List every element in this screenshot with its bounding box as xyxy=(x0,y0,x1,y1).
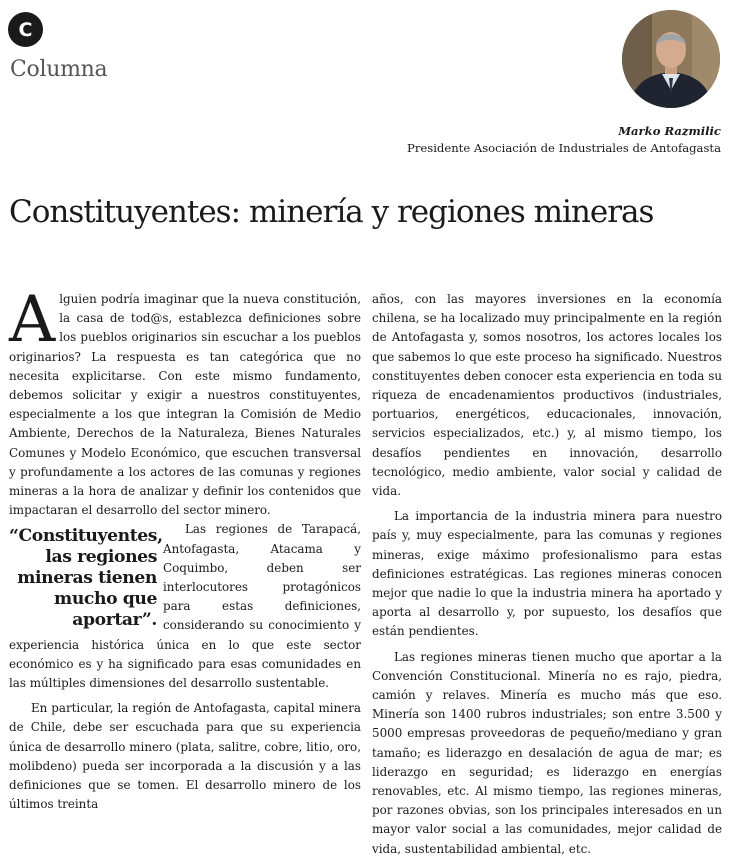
drop-cap: A xyxy=(9,283,56,357)
article-paragraph: lguien podría imaginar que la nueva constitución, la casa de tod@s, establezca definiciones sobre los pueblos originarios sin escuchar a los pueblos originarios? La respuesta es tan categórica que no necesita explicitarse. Con este mismo fundamento, debemos solicitar y exigir a nuestros constituyentes, especialmente a los que integran la Comisión de Medio Ambiente, Derechos de la Naturaleza, Bienes Naturales Comunes y Modelo Económico, que escuchen transversal y profundamente a los actores de las comunas y regiones mineras a la hora de analizar y definir los contenidos que impactaran el desarrollo del sector minero. xyxy=(9,292,361,518)
author-portrait-icon xyxy=(622,10,720,108)
author-title: Presidente Asociación de Industriales de Antofagasta xyxy=(407,141,721,155)
author-photo xyxy=(622,10,720,108)
article-paragraph: En particular, la región de Antofagasta, capital minera de Chile, debe ser escuchada para que su experiencia única de desarrollo minero (plata, salitre, cobre, litio, oro, molibdeno) pueda ser incorporada a la discusión y a las definiciones que se tomen. El desarrollo minero de los últimos treinta xyxy=(9,701,361,812)
article-paragraph: La importancia de la industria minera para nuestro país y, muy especialmente, para las comunas y regiones mineras, exige máximo profesionalismo para estas definiciones estratégicas. Las regiones mineras conocen mejor que nadie lo que la industria minera ha aportado y aporta al desarrollo y, por supuesto, los desafíos que están pendientes. xyxy=(372,509,722,639)
badge-letter: C xyxy=(18,18,33,41)
section-badge xyxy=(8,12,43,47)
article-paragraph: Las regiones mineras tienen mucho que aportar a la Convención Constitucional. Minería no es rajo, piedra, camión y relaves. Minería es mucho más que eso. Minería son 1400 rubros industriales; son entre 3.500 y 5000 empresas proveedoras de pequeño/mediano y gran tamaño; es liderazgo en desalación de agua de mar; es liderazgo en seguridad; es liderazgo en energías renovables, etc. Al mismo tiempo, las regiones mineras, por razones obvias, son los principales interesados en un mayor valor social a las comunidades, mejor calidad de vida, sustentabilidad ambiental, etc. xyxy=(372,649,722,856)
author-byline xyxy=(407,123,721,157)
article-column-left xyxy=(9,283,361,812)
section-label: Columna xyxy=(10,57,108,82)
pull-quote: “Constituyentes, las regiones mineras tienen mucho que aportar”. xyxy=(9,526,163,631)
article-column-right xyxy=(372,290,722,856)
article-paragraph: Las regiones de Tarapacá, Antofagasta, Atacama y Coquimbo, deben ser interlocutores protagónicos para estas definiciones, considerando su conocimiento y experiencia histórica única en lo que este sector económico es y ha significado para esas comunidades en las múltiples dimensiones del desarrollo sustentable. xyxy=(9,522,361,691)
article-headline: Constituyentes: minería y regiones mineras xyxy=(9,194,654,230)
article-paragraph: años, con las mayores inversiones en la economía chilena, se ha localizado muy principalmente en la región de Antofagasta y, somos nosotros, los actores locales los que sabemos lo que este proceso ha significado. Nuestros constituyentes deben conocer esta experiencia en toda su riqueza de encadenamientos productivos (industriales, portuarios, energéticos, educacionales, innovación, servicios especializados, etc.) y, al mismo tiempo, los desafíos pendientes en innovación, desarrollo tecnológico, medio ambiente, valor social y calidad de vida. xyxy=(372,292,722,499)
author-name: Marko Razmilic xyxy=(618,124,721,138)
